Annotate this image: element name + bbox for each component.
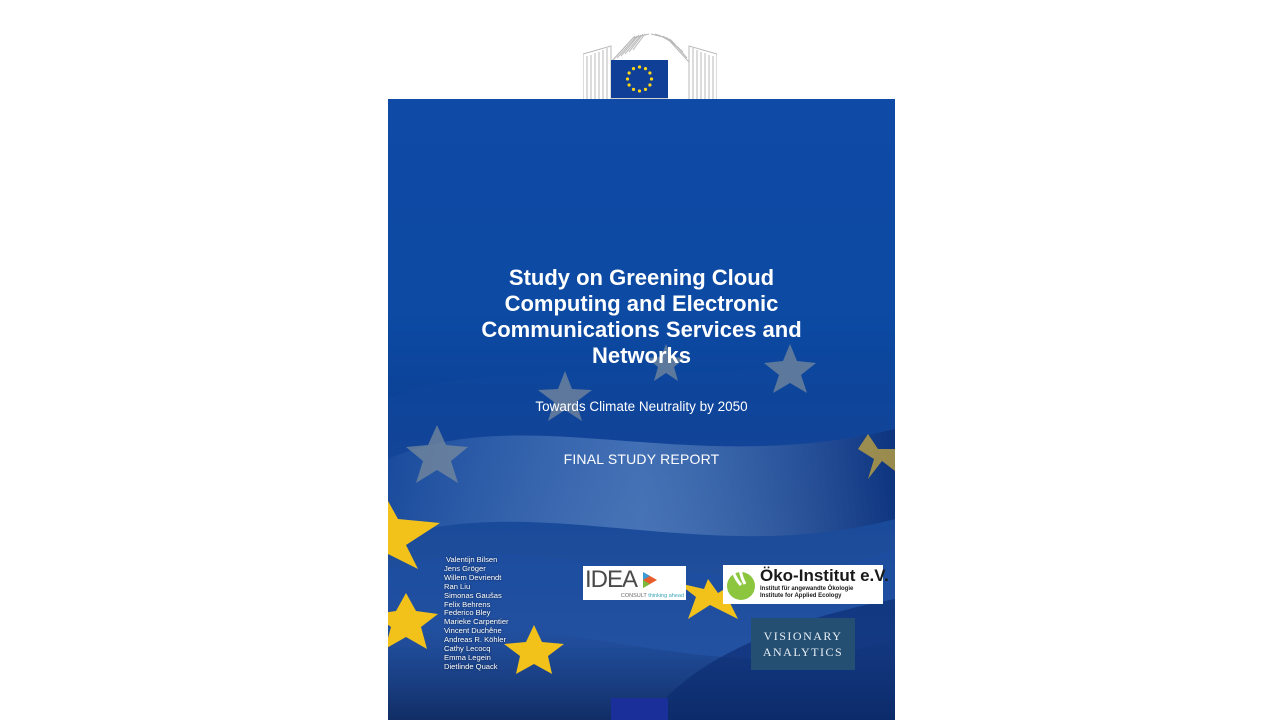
visionary-analytics-logo: [751, 618, 855, 670]
idea-logo-word: IDEA: [585, 566, 638, 593]
report-title-line-2: Computing and Electronic: [504, 291, 779, 316]
idea-play-icon: [641, 570, 659, 590]
report-title-line-1: Study on Greening Cloud: [508, 265, 775, 290]
report-title-line-4: Networks: [591, 343, 692, 368]
idea-tag-suffix: thinking ahead: [648, 593, 684, 599]
author: Vincent Duchêne: [444, 626, 502, 636]
author: Andreas R. Köhler: [444, 635, 507, 645]
author: Marieke Carpentier: [444, 617, 509, 627]
idea-consult-logo: [583, 566, 686, 600]
report-subtitle: Towards Climate Neutrality by 2050: [535, 399, 748, 414]
author: Valentijn Bilsen: [446, 555, 498, 564]
author: Emma Legein: [444, 652, 491, 662]
idea-tag-prefix: CONSULT: [620, 593, 647, 599]
author-list: [444, 556, 509, 672]
author: Ran Liu: [444, 581, 471, 591]
author: Jens Gröger: [444, 563, 486, 573]
report-type: FINAL STUDY REPORT: [563, 451, 720, 467]
va-line-1: VISIONARY: [763, 629, 843, 643]
author: Federico Bley: [444, 608, 491, 618]
cover-bottom-tab: [611, 698, 668, 720]
oeko-leaf-icon: [725, 567, 759, 602]
author: Cathy Lecocq: [444, 644, 491, 654]
report-title-line-3: Communications Services and: [481, 317, 802, 342]
oeko-name: Öko-Institut e.V.: [760, 566, 889, 585]
eu-flag-icon: [611, 60, 668, 98]
oeko-institut-logo: [723, 565, 889, 604]
author: Dietlinde Quack: [444, 661, 498, 671]
idea-logo-tagline: [621, 593, 684, 599]
author: Simonas Gaušas: [444, 590, 502, 600]
report-cover: [388, 99, 895, 720]
oeko-subline-de: Institut für angewandte Ökologie: [760, 586, 854, 592]
author: Felix Behrens: [444, 599, 491, 609]
author: Willem Devriendt: [444, 572, 502, 582]
va-line-2: ANALYTICS: [762, 645, 844, 659]
oeko-subline-en: Institute for Applied Ecology: [760, 593, 842, 599]
